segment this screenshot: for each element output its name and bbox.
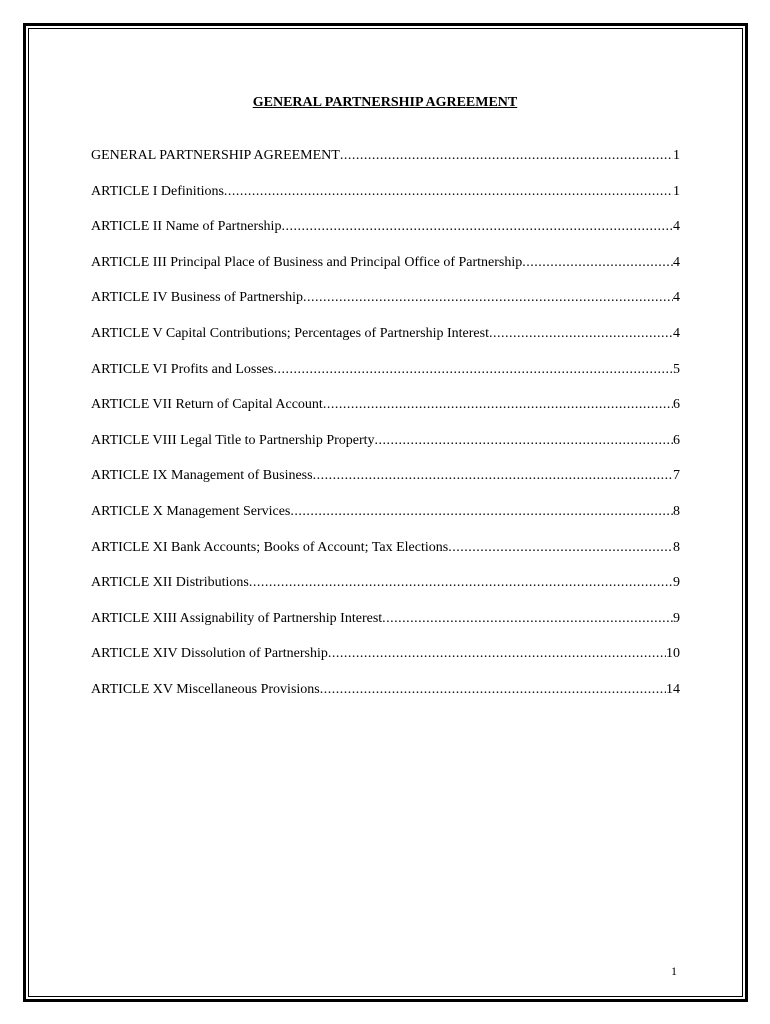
- toc-entry-page: 7: [673, 468, 680, 484]
- toc-entry-title: ARTICLE I Definitions: [91, 183, 224, 199]
- toc-dot-leader: [224, 182, 673, 202]
- toc-entry[interactable]: [91, 360, 680, 396]
- toc-entry-title: ARTICLE XV Miscellaneous Provisions: [91, 681, 320, 697]
- toc-entry-title: ARTICLE XII Distributions: [91, 575, 249, 591]
- toc-dot-leader: [340, 146, 673, 166]
- toc-entry-title: ARTICLE V Capital Contributions; Percentages of Partnership Interest: [91, 325, 489, 341]
- toc-dot-leader: [313, 466, 673, 486]
- toc-entry-title: ARTICLE X Management Services: [91, 503, 291, 519]
- toc-entry-title: GENERAL PARTNERSHIP AGREEMENT: [91, 148, 340, 163]
- toc-entry-page: 6: [673, 397, 680, 413]
- toc-dot-leader: [328, 644, 666, 664]
- toc-entry[interactable]: [91, 395, 680, 431]
- toc-dot-leader: [281, 217, 673, 237]
- toc-entry[interactable]: [91, 324, 680, 360]
- page-number: 1: [671, 964, 677, 978]
- toc-dot-leader: [489, 324, 673, 344]
- toc-entry[interactable]: [91, 182, 680, 218]
- document-title: GENERAL PARTNERSHIP AGREEMENT: [252, 95, 518, 110]
- toc-dot-leader: [290, 502, 673, 522]
- toc-dot-leader: [303, 288, 673, 308]
- toc-entry[interactable]: [91, 288, 680, 324]
- toc-entry-title: ARTICLE III Principal Place of Business and Principal Office of Partnership: [91, 254, 523, 270]
- toc-entry-page: 8: [673, 539, 680, 555]
- toc-dot-leader: [375, 431, 673, 451]
- toc-entry[interactable]: [91, 680, 680, 716]
- toc-entry-page: 1: [673, 183, 680, 199]
- toc-entry-page: 9: [673, 575, 680, 591]
- toc-entry-title: ARTICLE IV Business of Partnership: [91, 290, 303, 306]
- toc-entry-title: ARTICLE XIV Dissolution of Partnership: [91, 646, 328, 662]
- toc-entry-page: 5: [673, 361, 680, 377]
- toc-dot-leader: [320, 680, 666, 700]
- toc-entry-page: 4: [673, 254, 680, 270]
- toc-entry[interactable]: [91, 538, 680, 574]
- toc-entry-title: ARTICLE II Name of Partnership: [91, 219, 282, 235]
- toc-entry[interactable]: [91, 609, 680, 645]
- toc-entry[interactable]: [91, 466, 680, 502]
- toc-entry-page: 8: [673, 503, 680, 519]
- toc-entry-title: ARTICLE VIII Legal Title to Partnership Property: [91, 432, 375, 448]
- toc-entry-page: 10: [666, 646, 680, 662]
- toc-entry[interactable]: [91, 644, 680, 680]
- toc-entry[interactable]: [91, 217, 680, 253]
- toc-entry-page: 4: [673, 290, 680, 306]
- toc-dot-leader: [448, 538, 673, 558]
- toc-entry-page: 9: [673, 610, 680, 626]
- toc-entry-page: 6: [673, 432, 680, 448]
- table-of-contents: [91, 146, 680, 716]
- toc-dot-leader: [382, 609, 673, 629]
- toc-entry[interactable]: [91, 573, 680, 609]
- toc-entry-title: ARTICLE VII Return of Capital Account: [91, 397, 323, 413]
- toc-entry-page: 1: [673, 148, 680, 163]
- toc-entry-page: 4: [673, 325, 680, 341]
- toc-entry[interactable]: [91, 502, 680, 538]
- toc-entry[interactable]: [91, 253, 680, 289]
- toc-entry-title: ARTICLE XI Bank Accounts; Books of Account; Tax Elections: [91, 539, 449, 555]
- toc-entry-title: ARTICLE VI Profits and Losses: [91, 361, 274, 377]
- toc-dot-leader: [323, 395, 673, 415]
- toc-dot-leader: [522, 253, 673, 273]
- toc-dot-leader: [273, 360, 673, 380]
- toc-entry-title: ARTICLE IX Management of Business: [91, 468, 313, 484]
- toc-entry[interactable]: [91, 431, 680, 467]
- toc-entry-page: 14: [666, 681, 680, 697]
- toc-entry[interactable]: [91, 146, 680, 182]
- toc-entry-title: ARTICLE XIII Assignability of Partnership Interest: [91, 610, 383, 626]
- toc-dot-leader: [249, 573, 673, 593]
- toc-entry-page: 4: [673, 219, 680, 235]
